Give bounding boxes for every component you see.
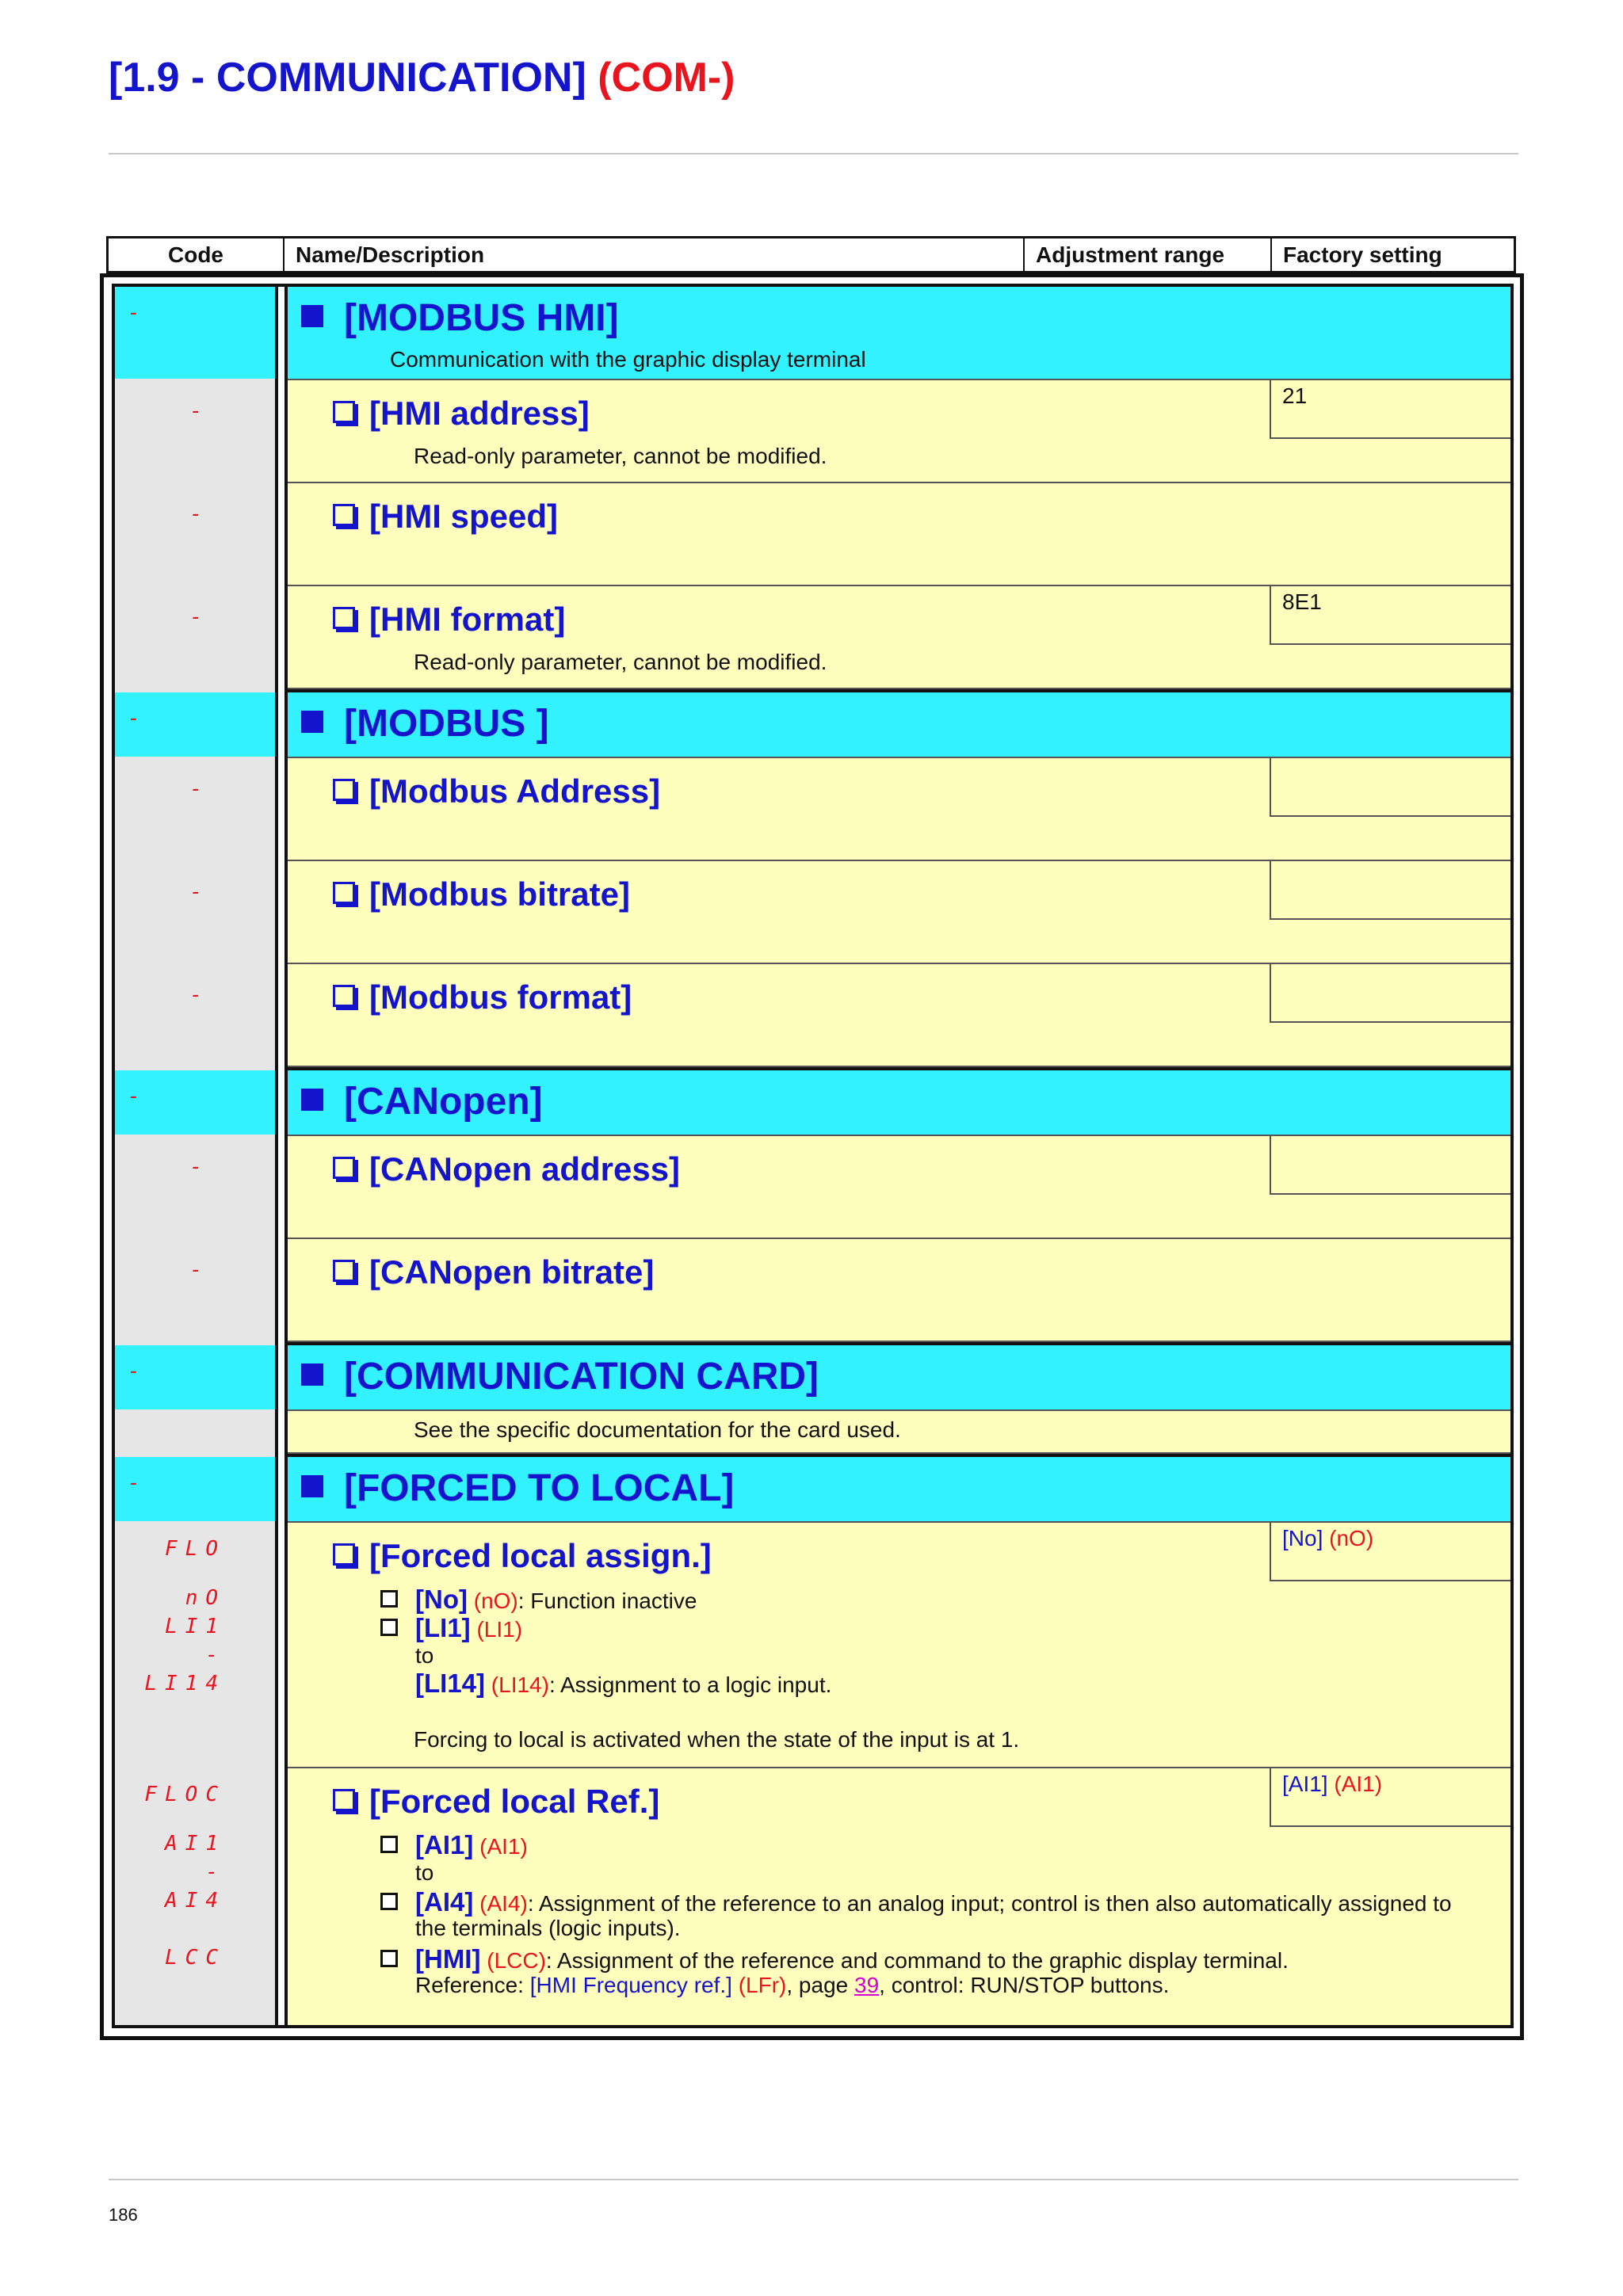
section-title: [COMMUNICATION CARD] [301,1355,819,1398]
option-bullet-icon [380,1619,398,1636]
parameter-table [100,273,1524,2040]
checkbox-icon [333,1789,355,1811]
header-rule [109,153,1518,154]
factory-setting: [AI1] (AI1) [1270,1768,1510,1827]
section-canopen [115,1067,1510,1136]
option-code: nO [185,1586,226,1610]
factory-setting: 8E1 [1270,586,1510,645]
header-factory: Factory setting [1283,242,1442,267]
option-ai4-desc-cont: the terminals (logic inputs). [415,1916,681,1940]
square-bullet-icon [301,711,323,733]
reference-note: Reference: [HMI Frequency ref.] (LFr), page 39, control: RUN/STOP buttons. [415,1973,1170,1997]
param-row-modbus-format [115,964,1510,1067]
section-code: - [128,1085,140,1108]
param-row-modbus-bitrate [115,861,1510,964]
page-title [109,54,735,101]
option-li1: [LI1] (LI1) [380,1613,522,1643]
option-range-to: to [415,1860,434,1885]
section-subtitle: Communication with the graphic display terminal [390,347,866,372]
option-code: AI1 [165,1832,226,1855]
param-row-hmi-speed [115,483,1510,586]
section-title: [FORCED TO LOCAL] [301,1466,734,1510]
square-bullet-icon [301,1363,323,1386]
param-title: [Forced local Ref.] [333,1783,659,1821]
option-code: LCC [165,1946,226,1970]
param-code: FLOC [144,1783,226,1806]
footer-rule [109,2179,1518,2180]
param-row-modbus-address [115,758,1510,861]
section-code: - [128,1471,140,1495]
param-description: Read-only parameter, cannot be modified. [414,650,827,674]
checkbox-icon [333,779,355,801]
page-title-code: (COM-) [598,55,735,101]
option-range-to: to [415,1643,434,1668]
param-code: FLO [165,1537,226,1561]
param-code: - [189,880,202,904]
factory-setting [1270,964,1510,1023]
option-code: LI14 [144,1672,226,1695]
option-li14: [LI14] (LI14): Assignment to a logic input. [415,1669,832,1698]
option-ai1: [AI1] (AI1) [380,1830,528,1860]
header-code: Code [109,238,285,271]
checkbox-icon [333,882,355,904]
checkbox-icon [333,985,355,1007]
param-title: [Modbus Address] [333,772,660,810]
option-code: AI4 [165,1889,226,1913]
param-code: - [189,399,202,423]
param-code: - [189,1155,202,1179]
param-code: - [189,983,202,1007]
section-modbus [115,689,1510,758]
param-code: - [189,777,202,801]
square-bullet-icon [301,1475,323,1497]
param-title: [CANopen bitrate] [333,1253,654,1291]
param-title: [Modbus format] [333,978,632,1016]
option-ai4: [AI4] (AI4): Assignment of the reference to an analog input; control is then also automatically assigned to [380,1887,1452,1917]
page-number: 186 [109,2205,138,2225]
option-bullet-icon [380,1950,398,1967]
param-title: [HMI address] [333,395,590,433]
section-title: [MODBUS HMI] [301,296,619,340]
param-title: [HMI speed] [333,498,558,536]
section-forced-to-local [115,1454,1510,1523]
factory-setting: [No] (nO) [1270,1523,1510,1581]
option-code: - [205,1643,226,1667]
param-title: [HMI format] [333,601,565,639]
section-code: - [128,1360,140,1383]
checkbox-icon [333,607,355,629]
section-title: [MODBUS ] [301,702,549,746]
param-title: [CANopen address] [333,1150,680,1188]
option-bullet-icon [380,1590,398,1608]
param-row-comm-card-note [115,1411,1510,1454]
param-row-hmi-address [115,380,1510,483]
section-code: - [128,707,140,730]
factory-setting [1270,758,1510,817]
param-code: - [189,605,202,629]
option-code: LI1 [165,1615,226,1638]
param-row-hmi-format [115,586,1510,689]
section-title: [CANopen] [301,1080,543,1123]
factory-setting: 21 [1270,380,1510,439]
option-bullet-icon [380,1893,398,1910]
param-row-canopen-bitrate [115,1239,1510,1342]
factory-setting [1270,1136,1510,1195]
square-bullet-icon [301,305,323,327]
param-title: [Modbus bitrate] [333,875,630,913]
param-description: Read-only parameter, cannot be modified. [414,444,827,468]
param-title: [Forced local assign.] [333,1537,712,1575]
table-header [106,236,1516,273]
checkbox-icon [333,504,355,526]
param-code: - [189,502,202,526]
param-row-canopen-address [115,1136,1510,1239]
page-link[interactable]: 39 [854,1973,880,1997]
option-hmi: [HMI] (LCC): Assignment of the reference and command to the graphic display terminal. [380,1944,1289,1974]
param-note: Forcing to local is activated when the state of the input is at 1. [414,1727,1020,1752]
option-no: [No] (nO): Function inactive [380,1585,697,1615]
param-description: See the specific documentation for the card used. [414,1417,901,1442]
param-code: - [189,1258,202,1282]
section-communication-card [115,1342,1510,1411]
header-adjustment: Adjustment range [1025,238,1272,271]
section-modbus-hmi [115,287,1510,380]
checkbox-icon [333,1157,355,1179]
checkbox-icon [333,401,355,423]
header-name: Name/Description [285,238,1025,271]
option-bullet-icon [380,1836,398,1853]
page-title-main: [1.9 - COMMUNICATION] [109,55,586,101]
option-code: - [205,1860,226,1884]
square-bullet-icon [301,1089,323,1111]
checkbox-icon [333,1543,355,1566]
param-row-forced-local-assign [115,1523,1510,1768]
factory-setting [1270,861,1510,920]
section-code: - [128,301,140,325]
param-row-forced-local-ref [115,1768,1510,2028]
checkbox-icon [333,1260,355,1282]
